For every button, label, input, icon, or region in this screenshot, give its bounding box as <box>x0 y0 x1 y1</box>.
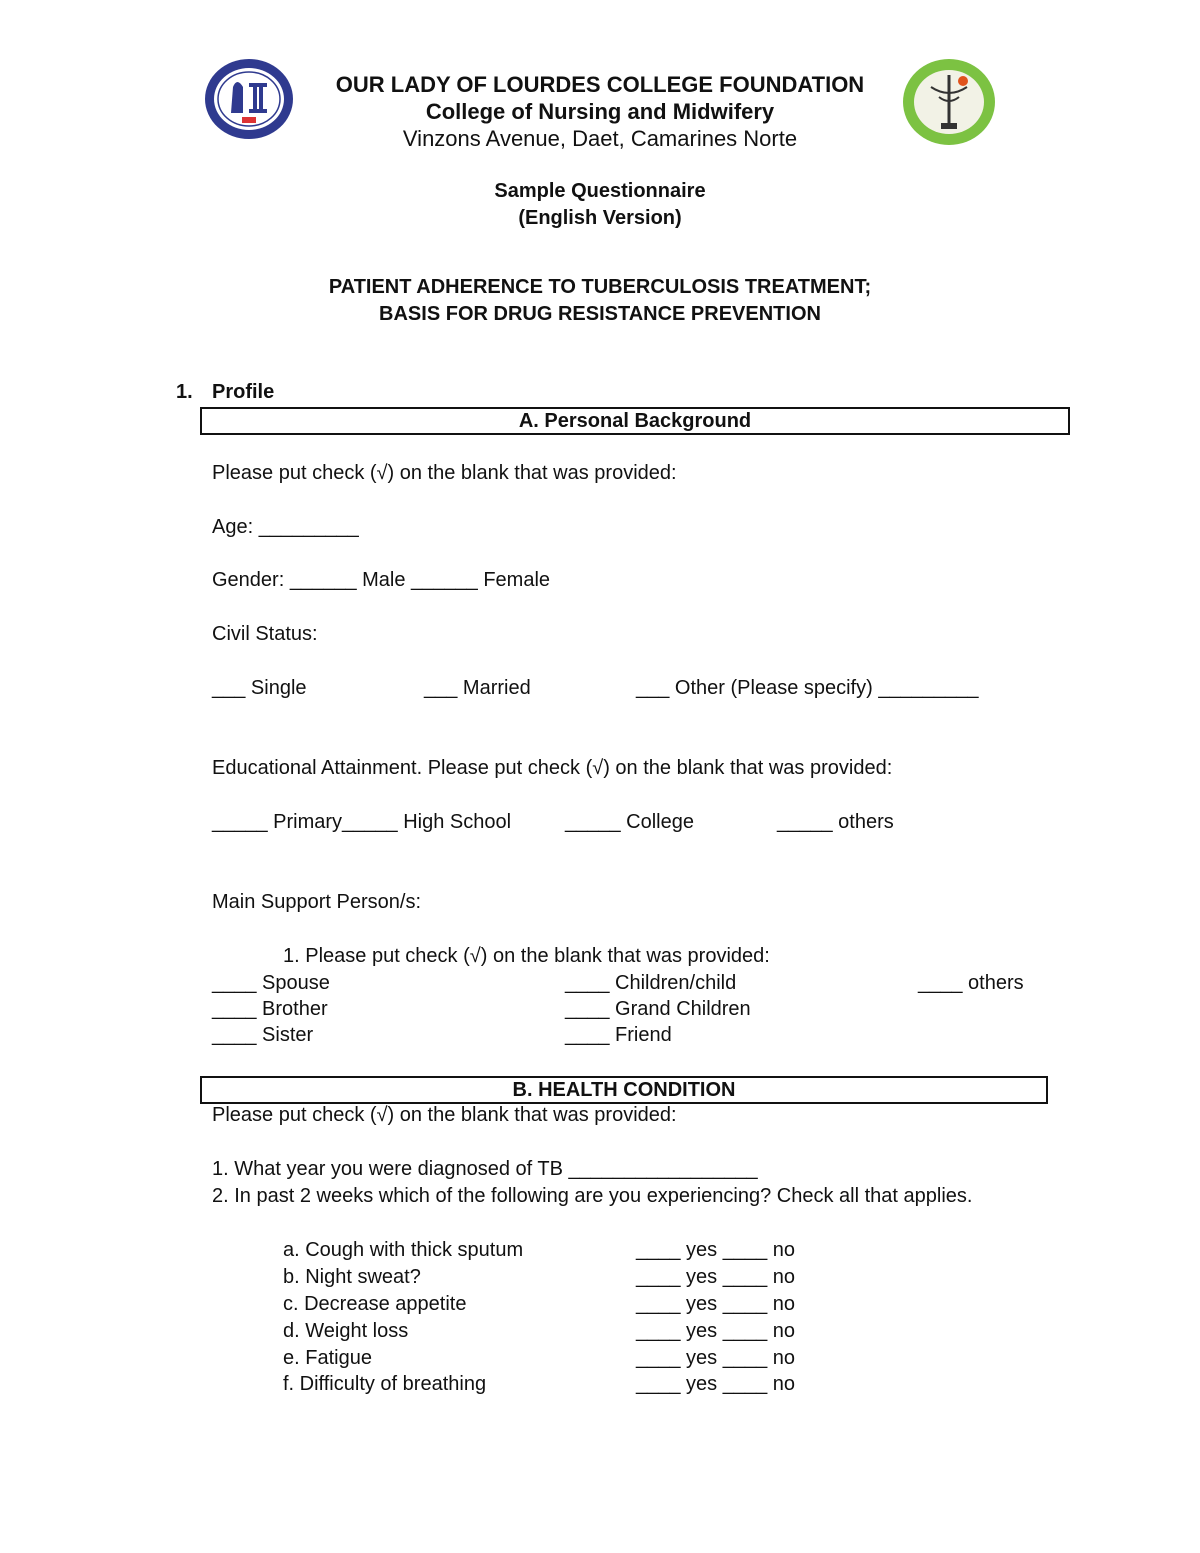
question-2: 2. In past 2 weeks which of the following are you experiencing? Check all that applies. <box>212 1185 973 1207</box>
civil-status-label: Civil Status: <box>212 623 318 645</box>
section-b-header: B. HEALTH CONDITION <box>200 1076 1048 1104</box>
support-option-brother[interactable]: ____ Brother <box>212 998 328 1020</box>
civil-option-married[interactable]: ___ Married <box>424 677 531 699</box>
symptom-answer[interactable]: ____ yes ____ no <box>636 1320 796 1342</box>
profile-heading: Profile <box>212 381 275 403</box>
symptom-answer[interactable]: ____ yes ____ no <box>636 1239 796 1261</box>
support-label: Main Support Person/s: <box>212 891 421 913</box>
health-instruction: Please put check (√) on the blank that was provided: <box>212 1104 677 1126</box>
symptom-answer[interactable]: ____ yes ____ no <box>636 1266 796 1288</box>
support-option-friend[interactable]: ____ Friend <box>565 1024 672 1046</box>
support-option-grandchildren[interactable]: ____ Grand Children <box>565 998 751 1020</box>
support-option-spouse[interactable]: ____ Spouse <box>212 972 330 994</box>
support-option-sister[interactable]: ____ Sister <box>212 1024 314 1046</box>
institution-name: OUR LADY OF LOURDES COLLEGE FOUNDATION <box>335 72 865 97</box>
college-name: College of Nursing and Midwifery <box>425 99 775 124</box>
education-option-college[interactable]: _____ College <box>565 811 694 833</box>
question-1[interactable]: 1. What year you were diagnosed of TB _________________ <box>212 1158 758 1180</box>
education-option-primary-highschool[interactable]: _____ Primary_____ High School <box>212 811 512 833</box>
civil-option-single[interactable]: ___ Single <box>212 677 307 699</box>
symptom-answer[interactable]: ____ yes ____ no <box>636 1293 796 1315</box>
symptom-label: c. Decrease appetite <box>283 1293 467 1315</box>
gender-field[interactable]: Gender: ______ Male ______ Female <box>212 569 551 591</box>
symptom-answer[interactable]: ____ yes ____ no <box>636 1373 796 1395</box>
symptom-label: f. Difficulty of breathing <box>283 1373 487 1395</box>
support-option-others[interactable]: ____ others <box>918 972 1024 994</box>
civil-option-other[interactable]: ___ Other (Please specify) _________ <box>636 677 979 699</box>
education-option-others[interactable]: _____ others <box>777 811 894 833</box>
address: Vinzons Avenue, Daet, Camarines Norte <box>402 126 798 151</box>
symptom-label: a. Cough with thick sputum <box>283 1239 524 1261</box>
symptom-label: e. Fatigue <box>283 1347 372 1369</box>
doc-version: (English Version) <box>518 207 682 229</box>
doc-label: Sample Questionnaire <box>494 180 706 202</box>
section-a-header: A. Personal Background <box>200 407 1070 435</box>
support-instruction: 1. Please put check (√) on the blank that was provided: <box>283 945 770 967</box>
profile-number: 1. <box>176 381 193 403</box>
symptom-label: d. Weight loss <box>283 1320 409 1342</box>
education-label: Educational Attainment. Please put check (√) on the blank that was provided: <box>212 757 893 779</box>
profile-instruction: Please put check (√) on the blank that was provided: <box>212 462 677 484</box>
symptom-answer[interactable]: ____ yes ____ no <box>636 1347 796 1369</box>
doc-title-line1: PATIENT ADHERENCE TO TUBERCULOSIS TREATMENT; <box>328 276 872 298</box>
support-option-children[interactable]: ____ Children/child <box>565 972 737 994</box>
symptom-label: b. Night sweat? <box>283 1266 421 1288</box>
age-field[interactable]: Age: _________ <box>212 516 359 538</box>
doc-title-line2: BASIS FOR DRUG RESISTANCE PREVENTION <box>379 303 821 325</box>
